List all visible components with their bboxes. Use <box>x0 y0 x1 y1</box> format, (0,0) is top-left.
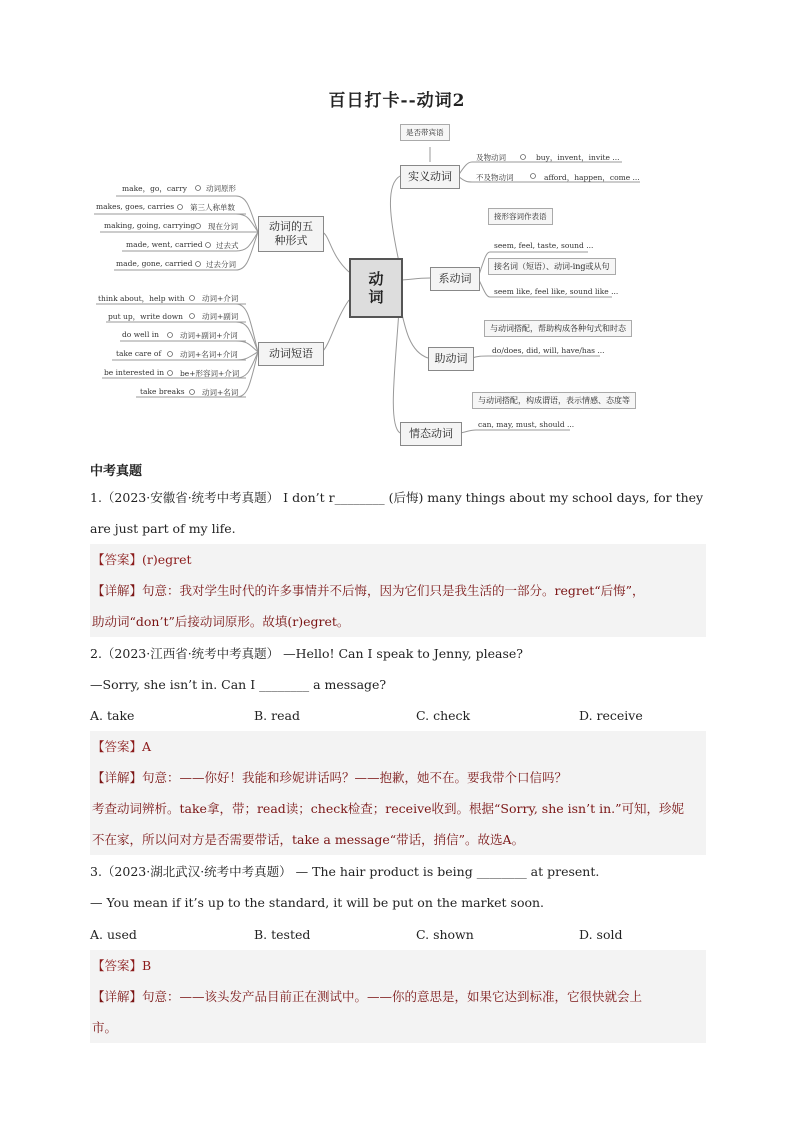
leaf-text: made, gone, carried <box>116 259 193 268</box>
page-title: 百日打卡--动词2 <box>328 91 466 111</box>
leaf-text: made, went, carried <box>126 240 203 249</box>
mind-map <box>0 0 794 450</box>
question-1-line2: are just part of my life. <box>90 521 236 536</box>
note-noun-clause: 接名词（短语）、动词-ing或从句 <box>488 258 616 275</box>
option-d: D. receive <box>579 708 643 723</box>
leaf-text: do/does, did, will, have/has ... <box>492 346 605 355</box>
leaf-text: making, going, carrying <box>104 221 196 230</box>
node-linking-verbs: 系动词 <box>430 267 480 291</box>
question-1-detail-line2: 助动词“don’t”后接动词原形。故填(r)egret。 <box>90 606 706 637</box>
leaf-text: makes, goes, carries <box>96 202 175 211</box>
leaf-tag: 动词+副词+介词 <box>180 331 238 340</box>
center-node: 动 词 <box>349 258 403 318</box>
leaf-tag: 第三人称单数 <box>190 203 235 212</box>
node-notional-verbs: 实义动词 <box>400 165 460 189</box>
leaf-tag: 动词+名词+介词 <box>180 350 238 359</box>
leaf-tag: 过去分词 <box>206 260 236 269</box>
leaf-text: think about，help with <box>98 294 185 303</box>
option-c: C. check <box>416 708 471 723</box>
question-2-answer: 【答案】A <box>90 731 706 762</box>
question-2-detail-line3: 不在家，所以问对方是否需要带话，take a message“带话，捎信”。故选A。 <box>90 824 706 855</box>
node-auxiliary-verbs: 助动词 <box>428 347 474 371</box>
question-2-detail-line1: 【详解】句意：——你好！我能和珍妮讲话吗？——抱歉，她不在。要我带个口信吗？ <box>90 762 706 793</box>
question-2-line2: —Sorry, she isn’t in. Can I ________ a message? <box>90 677 387 692</box>
question-2-line1: 2.（2023·江西省·统考中考真题） —Hello! Can I speak to Jenny, please? <box>90 646 523 661</box>
option-b: B. tested <box>254 927 311 942</box>
question-1-answer: 【答案】(r)egret <box>90 544 706 575</box>
question-3-answer: 【答案】B <box>90 950 706 981</box>
leaf-text: can, may, must, should ... <box>478 420 575 429</box>
leaf-text: take care of <box>116 349 162 358</box>
leaf-tag: 及物动词 <box>476 153 506 162</box>
note-predicative-adj: 接形容词作表语 <box>488 208 553 225</box>
leaf-tag: 动词原形 <box>206 184 236 193</box>
leaf-text: seem, feel, taste, sound ... <box>494 241 594 250</box>
leaf-text: buy，invent，invite ... <box>536 153 620 162</box>
node-modal-verbs: 情态动词 <box>400 422 462 446</box>
leaf-text: put up，write down <box>108 312 183 321</box>
leaf-tag: 动词+介词 <box>202 294 239 303</box>
question-3-line1: 3.（2023·湖北武汉·统考中考真题） — The hair product is being ________ at present. <box>90 864 600 879</box>
node-verb-phrases: 动词短语 <box>258 342 324 366</box>
leaf-text: make，go，carry <box>122 184 187 193</box>
leaf-text: take breaks <box>140 387 185 396</box>
note-auxiliary: 与动词搭配，帮助构成各种句式和时态 <box>484 320 632 337</box>
leaf-text: do well in <box>122 330 159 339</box>
question-1-line1: 1.（2023·安徽省·统考中考真题） I don’t r________ (后悔) many things about my school days, for they <box>90 490 704 505</box>
leaf-text: seem like, feel like, sound like ... <box>494 287 619 296</box>
leaf-text: be interested in <box>104 368 165 377</box>
note-object: 是否带宾语 <box>400 124 450 141</box>
question-3-line2: — You mean if it’s up to the standard, it will be put on the market soon. <box>90 895 545 910</box>
leaf-tag: 动词+名词 <box>202 388 239 397</box>
leaf-text: afford，happen，come ... <box>544 173 640 182</box>
leaf-tag: 过去式 <box>216 241 239 250</box>
node-five-forms: 动词的五 种形式 <box>258 216 324 252</box>
leaf-tag: be+形容词+介词 <box>180 369 240 378</box>
section-heading: 中考真题 <box>90 464 143 479</box>
question-1-detail-line1: 【详解】句意：我对学生时代的许多事情并不后悔，因为它们只是我生活的一部分。regret“后悔”， <box>90 575 706 606</box>
leaf-tag: 现在分词 <box>208 222 238 231</box>
leaf-tag: 不及物动词 <box>476 173 514 182</box>
option-d: D. sold <box>579 927 623 942</box>
option-a: A. take <box>90 708 135 723</box>
question-2-detail-line2: 考查动词辨析。take拿，带；read读；check检查；receive收到。根据“Sorry, she isn’t in.”可知，珍妮 <box>90 793 706 824</box>
option-b: B. read <box>254 708 300 723</box>
question-3-detail-line1: 【详解】句意：——该头发产品目前正在测试中。——你的意思是，如果它达到标准，它很快就会上 <box>90 981 706 1012</box>
option-a: A. used <box>90 927 137 942</box>
option-c: C. shown <box>416 927 474 942</box>
note-modal: 与动词搭配，构成谓语，表示情感、态度等 <box>472 392 636 409</box>
question-3-detail-line2: 市。 <box>90 1012 706 1043</box>
leaf-tag: 动词+副词 <box>202 312 239 321</box>
